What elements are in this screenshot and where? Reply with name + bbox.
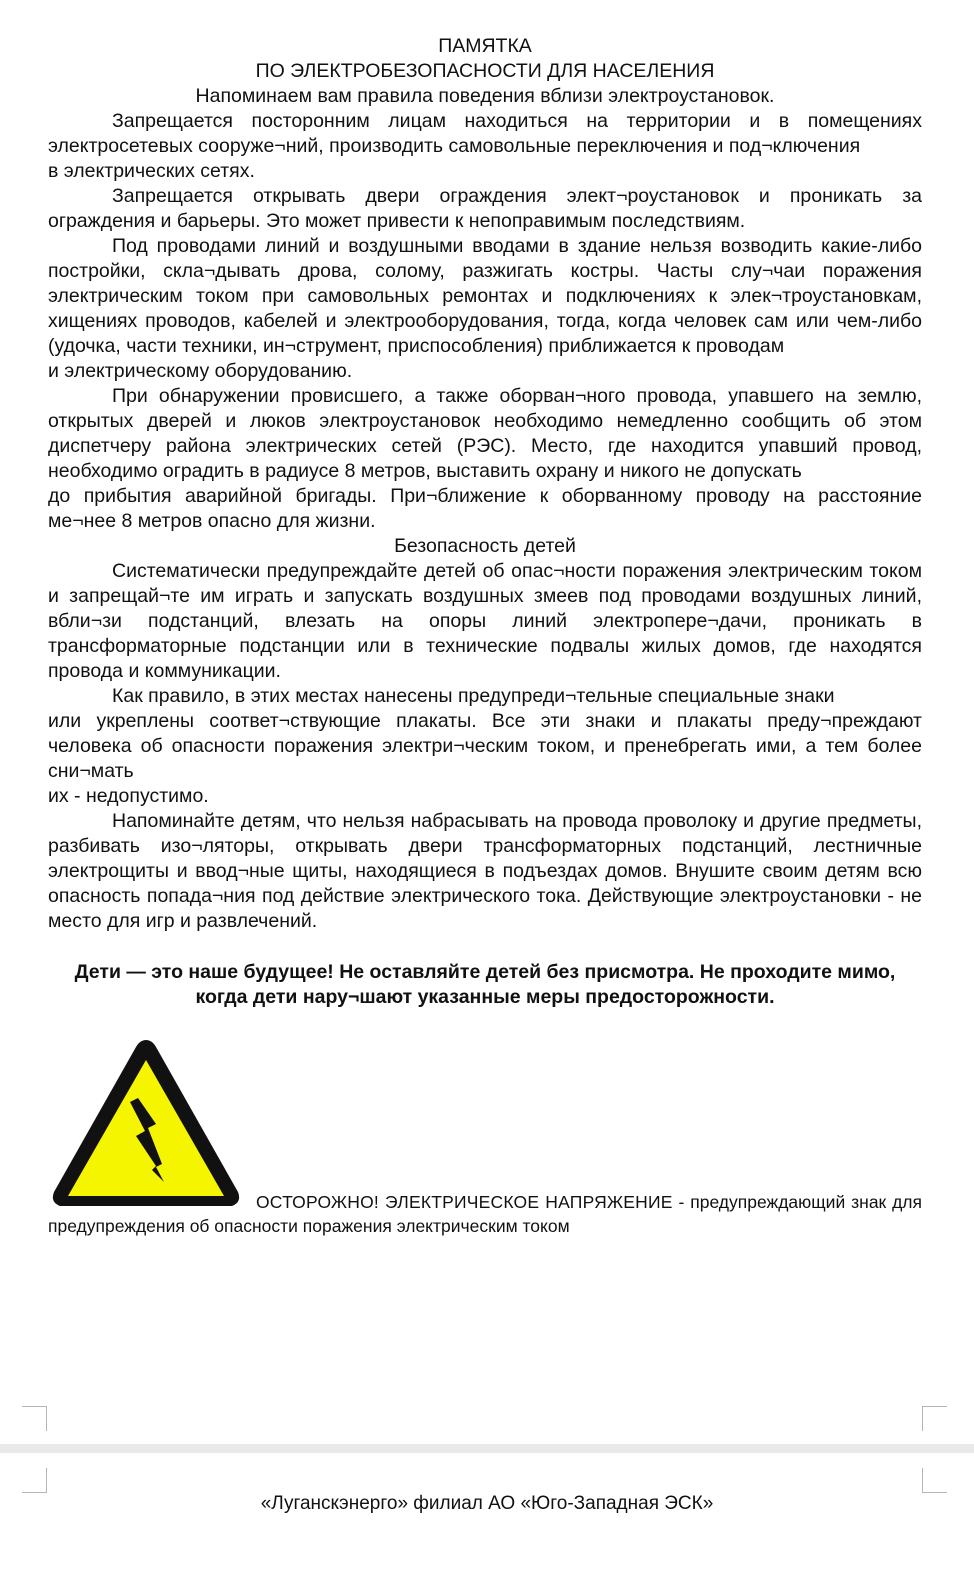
page-corner-mark-bottom-right [922,1468,947,1493]
children-paragraph-2c: их - недопустимо. [48,785,209,807]
paragraph-4b: до прибытия аварийной бригады. При¬ближение к оборванному проводу на расстояние ме¬нее 8 метров опасно для жизни. [48,485,922,532]
paragraph-3b: и электрическому оборудованию. [48,360,353,382]
page-corner-mark-top-left [22,1406,47,1431]
paragraph-1a: Запрещается посторонним лицам находиться на территории и в помещениях электросетевых сооруже¬ний, производить самовольные переключения и под¬ключения [48,110,922,157]
children-paragraph-2b: или укреплены соответ¬ствующие плакаты. Все эти знаки и плакаты преду¬преждают человека об опасности поражения электри¬ческим током, и пренебрегать ими, а тем более сни¬мать [48,710,922,782]
warning-sign-caption [48,1190,922,1238]
paragraph-3a: Под проводами линий и воздушными вводами в здание нельзя возводить какие-либо постройки, скла¬дывать дрова, солому, разжигать костры. Часты слу¬чаи поражения электрическим током при самовольных ремонтах и подключениях к элек¬троустановкам, хищениях проводов, кабелей и электрооборудования, тогда, когда человек сам или чем-либо (удочка, части техники, ин¬струмент, приспособления) приближается к проводам [48,235,922,357]
children-paragraph-1: Систематически предупреждайте детей об опас¬ности поражения электрическим током и запрещай¬те им играть и запускать воздушных змеев под проводами воздушных линий, вбли¬зи подстанций, влезать на опоры линий электропере¬дачи, проникать в трансформаторные подстанции или в технические подвалы жилых домов, где находятся провода и коммуникации. [48,560,922,682]
children-paragraph-2a: Как правило, в этих местах нанесены предупреди¬тельные специальные знаки [112,685,835,707]
motto-text: Дети — это наше будущее! Не оставляйте детей без присмотра. Не проходите мимо, когда дети нару¬шают указанные меры предосторожности. [74,961,896,1008]
warning-sign-block [48,1036,922,1246]
paragraph-2: Запрещается открывать двери ограждения элект¬роустановок и проникать за ограждения и барьеры. Это может привести к непоправимым последствиям. [48,185,922,232]
intro-line: Напоминаем вам правила поведения вблизи электроустановок. [195,85,775,107]
warning-sign-caption-text: - предупреждающий знак для предупреждения об опасности поражения электрическим током [48,1192,922,1236]
page-footer: «Луганскэнерго» филиал АО «Юго-Западная ЭСК» [260,1493,714,1514]
page-corner-mark-top-right [922,1406,947,1431]
page-separator [0,1444,974,1453]
high-voltage-warning-icon [48,1036,244,1212]
page-corner-mark-bottom-left [22,1468,47,1493]
children-paragraph-3: Напоминайте детям, что нельзя набрасывать на провода проволоку и другие предметы, разбивать изо¬ляторы, открывать двери трансформаторных подстанций, лестничные электрощиты и ввод¬ные щиты, находящиеся в подъездах домов. Внушите своим детям всю опасность попада¬ния под действие электрического тока. Действующие электроустановки - не место для игр и развлечений. [48,810,922,932]
document-title-line1: ПАМЯТКА [438,35,532,57]
children-section-title: Безопасность детей [394,535,576,557]
document-content [48,34,922,1246]
paragraph-1b: в электрических сетях. [48,160,255,182]
document-title-line2: ПО ЭЛЕКТРОБЕЗОПАСНОСТИ ДЛЯ НАСЕЛЕНИЯ [255,60,715,82]
warning-sign-emphasis: ОСТОРОЖНО! ЭЛЕКТРИЧЕСКОЕ НАПРЯЖЕНИЕ [256,1192,673,1212]
paragraph-4a: При обнаружении провисшего, а также оборван¬ного провода, упавшего на землю, открытых дверей и люков электроустановок необходимо немедленно сообщить об этом диспетчеру района электрических сетей (РЭС). Место, где находится упавший провод, необходимо оградить в радиусе 8 метров, выставить охрану и никого не допускать [48,385,922,482]
